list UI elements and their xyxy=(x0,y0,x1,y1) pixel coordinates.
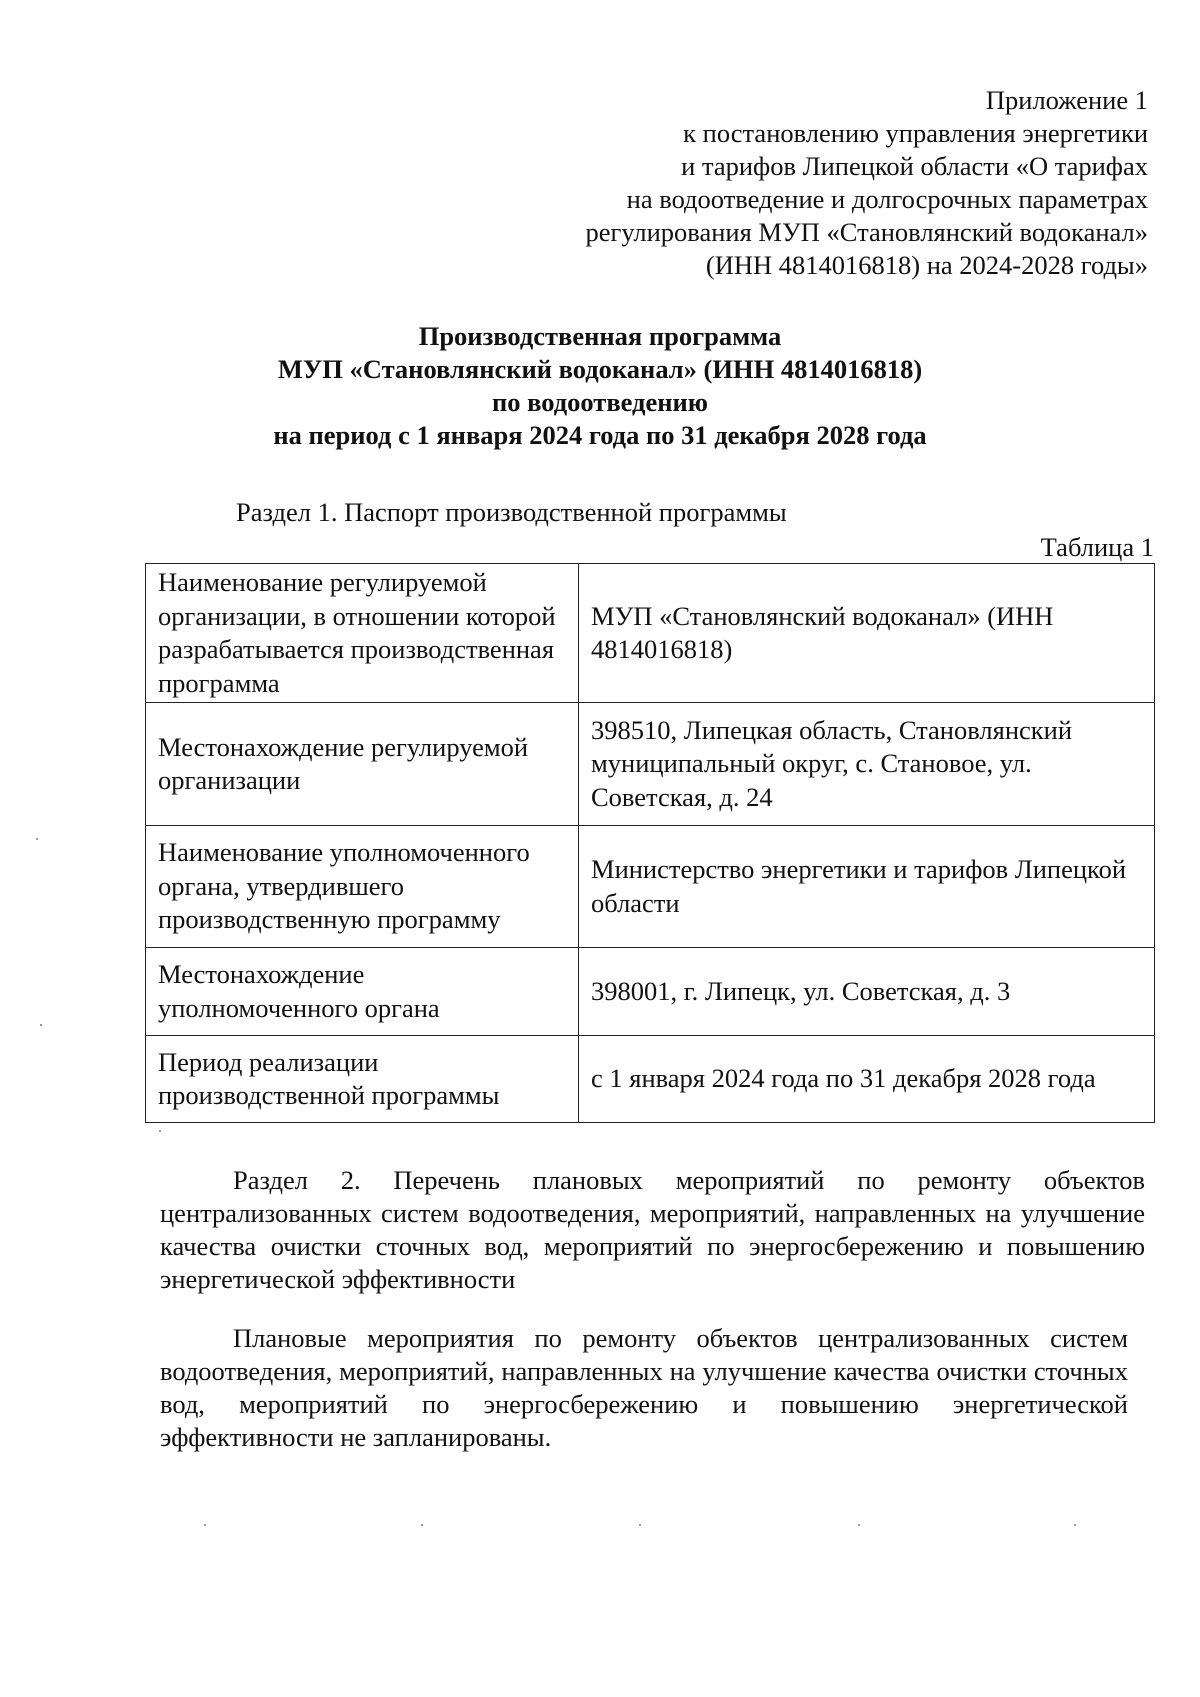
scan-speck xyxy=(1074,1524,1076,1526)
row-label: Период реализации производственной программы xyxy=(146,1036,579,1123)
row-label: Местонахождение регулируемой организации xyxy=(146,703,579,826)
table-row xyxy=(146,948,1155,1036)
row-value: с 1 января 2024 года по 31 декабря 2028 года xyxy=(579,1036,1155,1123)
scan-speck xyxy=(204,1524,206,1526)
row-label: Наименование регулируемой организации, в отношении которой разрабатывается производственная программа xyxy=(146,564,579,703)
row-value: МУП «Становлянский водоканал» (ИНН 4814016818) xyxy=(579,564,1155,703)
section-2-body-text: Плановые мероприятия по ремонту объектов централизованных систем водоотведения, мероприятий, направленных на улучшение качества очистки сточных вод, мероприятий по энергосбережению и повышению энергетической эффективности не запланированы. xyxy=(160,1323,1128,1452)
section-1-heading: Раздел 1. Паспорт производственной программы xyxy=(236,497,787,527)
section-2-heading xyxy=(160,1164,1145,1296)
title-line: на период с 1 января 2024 года по 31 декабря 2028 года xyxy=(273,420,927,450)
table-label: Таблица 1 xyxy=(1040,532,1154,562)
appendix-line: (ИНН 4814016818) на 2024-2028 годы» xyxy=(705,250,1148,280)
appendix-header xyxy=(585,84,1148,282)
title-line: Производственная программа xyxy=(418,321,782,351)
title-line: МУП «Становлянский водоканал» (ИНН 4814016818) xyxy=(277,354,923,384)
table-row xyxy=(146,703,1155,826)
appendix-line: регулирования МУП «Становлянский водоканал» xyxy=(585,217,1148,247)
scan-speck xyxy=(40,1024,42,1026)
section-2-heading-text: Раздел 2. Перечень плановых мероприятий по ремонту объектов централизованных систем водоотведения, мероприятий, направленных на улучшение качества очистки сточных вод, мероприятий по энергосбережению и повышению энергетической эффективности xyxy=(160,1165,1145,1294)
scan-speck xyxy=(858,1524,860,1526)
table-row xyxy=(146,826,1155,948)
section-2-body xyxy=(160,1322,1128,1454)
row-label: Наименование уполномоченного органа, утвердившего производственную программу xyxy=(146,826,579,948)
row-value: 398510, Липецкая область, Становлянский муниципальный округ, с. Становое, ул. Советская, д. 24 xyxy=(579,703,1155,826)
scan-speck xyxy=(421,1524,423,1526)
passport-table xyxy=(145,563,1155,1123)
row-label: Местонахождение уполномоченного органа xyxy=(146,948,579,1036)
row-value: 398001, г. Липецк, ул. Советская, д. 3 xyxy=(579,948,1155,1036)
document-title xyxy=(0,320,1200,452)
title-line: по водоотведению xyxy=(491,387,708,417)
row-value: Министерство энергетики и тарифов Липецкой области xyxy=(579,826,1155,948)
scan-speck xyxy=(36,838,38,840)
appendix-line: и тарифов Липецкой области «О тарифах xyxy=(681,151,1148,181)
scan-speck xyxy=(159,1130,161,1132)
scan-speck xyxy=(639,1524,641,1526)
appendix-line: к постановлению управления энергетики xyxy=(683,118,1148,148)
appendix-line: на водоотведение и долгосрочных параметрах xyxy=(626,184,1148,214)
appendix-line: Приложение 1 xyxy=(985,85,1148,115)
table-row xyxy=(146,564,1155,703)
table-row xyxy=(146,1036,1155,1123)
